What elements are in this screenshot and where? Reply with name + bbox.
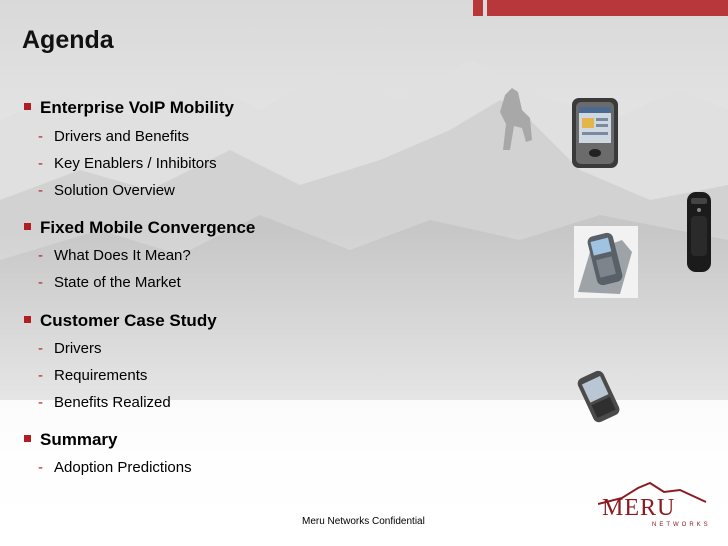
square-bullet-icon — [24, 316, 31, 323]
square-bullet-icon — [24, 435, 31, 442]
voip-handset-icon — [570, 222, 642, 302]
agenda-item: - Drivers — [38, 340, 102, 357]
square-bullet-icon — [24, 103, 31, 110]
header-accent-bar — [487, 0, 728, 16]
agenda-heading: Fixed Mobile Convergence — [24, 218, 255, 238]
footer-confidential: Meru Networks Confidential — [302, 516, 425, 527]
agenda-item: - Key Enablers / Inhibitors — [38, 155, 217, 172]
square-bullet-icon — [24, 223, 31, 230]
agenda-item: - Adoption Predictions — [38, 459, 192, 476]
agenda-heading: Enterprise VoIP Mobility — [24, 98, 234, 118]
agenda-item: - Requirements — [38, 367, 148, 384]
company-logo-subtitle: NETWORKS — [652, 522, 711, 528]
agenda-item: - What Does It Mean? — [38, 247, 191, 264]
agenda-item: - Drivers and Benefits — [38, 128, 190, 145]
agenda-item: - Benefits Realized — [38, 394, 171, 411]
agenda-heading: Customer Case Study — [24, 311, 217, 331]
agenda-item: - Solution Overview — [38, 182, 175, 199]
agenda-heading: Summary — [24, 430, 117, 450]
pda-phone-icon — [570, 96, 620, 170]
company-logo: MERU — [602, 495, 676, 521]
slide-title: Agenda — [22, 26, 114, 54]
header-accent-bar — [473, 0, 483, 16]
agenda-item: - State of the Market — [38, 274, 181, 291]
smartphone-icon — [574, 364, 634, 424]
wifi-phone-icon — [684, 190, 714, 274]
